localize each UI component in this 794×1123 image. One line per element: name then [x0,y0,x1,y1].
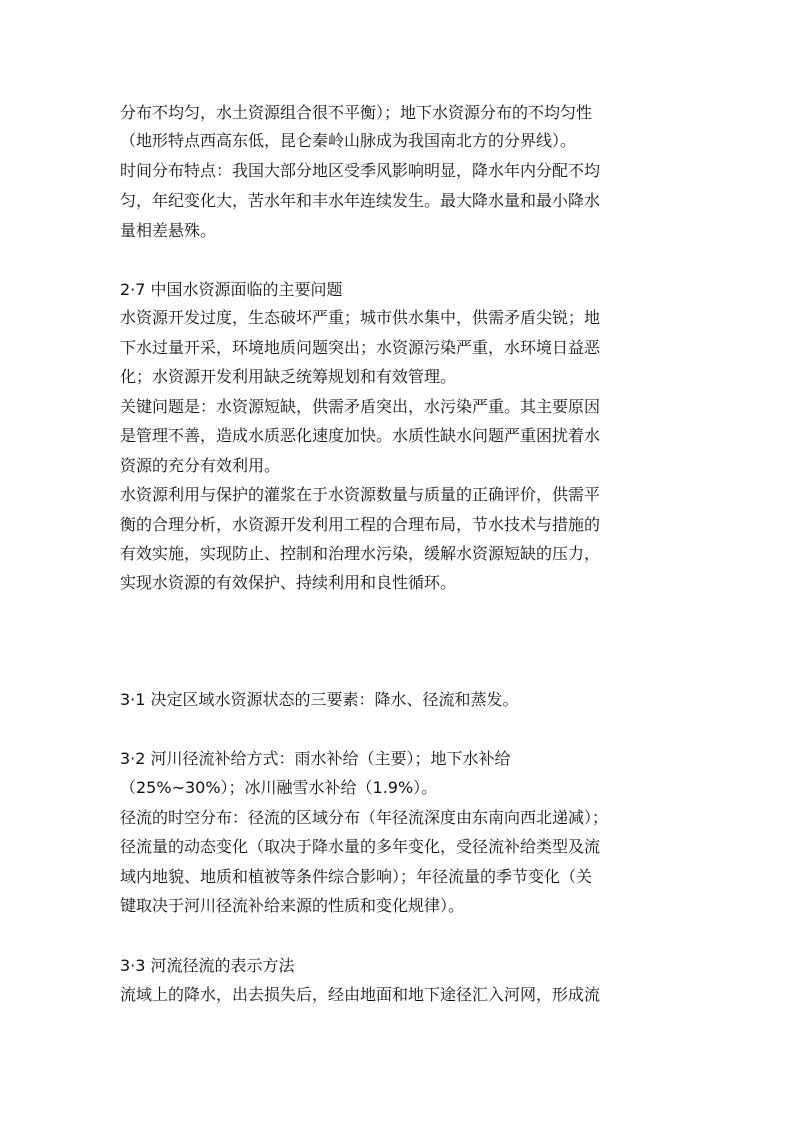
text-line: （地形特点西高东低，昆仑秦岭山脉成为我国南北方的分界线）。 [120,131,577,150]
text-line: 径流的时空分布：径流的区域分布（年径流深度由东南向西北递减）； [120,808,609,827]
section-heading-3-1: 3·1 决定区域水资源状态的三要素：降水、径流和蒸发。 [120,690,519,709]
text-line: 化；水资源开发利用缺乏统筹规划和有效管理。 [120,367,457,386]
text-line: 衡的合理分析，水资源开发利用工程的合理布局，节水技术与措施的 [120,515,601,534]
text-line: （25%~30%）；冰川融雪水补给（1.9%）。 [120,778,438,797]
text-line: 径流量的动态变化（取决于降水量的多年变化，受径流补给类型及流 [120,837,601,856]
text-line: 是管理不善，造成水质恶化速度加快。水质性缺水问题严重困扰着水 [120,426,601,445]
text-line: 有效实施，实现防止、控制和治理水污染，缓解水资源短缺的压力， [120,544,601,563]
section-heading-3-2: 3·2 河川径流补给方式：雨水补给（主要）；地下水补给 [120,749,511,768]
text-line: 实现水资源的有效保护、持续利用和良性循环。 [120,573,457,592]
text-line: 时间分布特点：我国大部分地区受季风影响明显，降水年内分配不均 [120,161,601,180]
text-line: 流域上的降水，出去损失后，经由地面和地下途径汇入河网，形成流 [120,985,601,1004]
section-heading-2-7: 2·7 中国水资源面临的主要问题 [120,280,343,299]
text-line: 关键问题是：水资源短缺，供需矛盾突出，水污染严重。其主要原因 [120,397,601,416]
section-heading-3-3: 3·3 河流径流的表示方法 [120,956,295,975]
text-line: 水资源开发过度，生态破坏严重；城市供水集中，供需矛盾尖锐；地 [120,308,601,327]
text-line: 量相差悬殊。 [120,221,217,240]
text-line: 下水过量开采，环境地质问题突出；水资源污染严重，水环境日益恶 [120,338,601,357]
text-line: 水资源利用与保护的灌浆在于水资源数量与质量的正确评价，供需平 [120,485,601,504]
text-line: 分布不均匀，水土资源组合很不平衡）；地下水资源分布的不均匀性 [120,103,593,122]
text-line: 资源的充分有效利用。 [120,456,281,475]
text-line: 匀，年纪变化大，苦水年和丰水年连续发生。最大降水量和最小降水 [120,191,601,210]
text-line: 域内地貌、地质和植被等条件综合影响）；年径流量的季节变化（关 [120,867,593,886]
text-line: 键取决于河川径流补给来源的性质和变化规律）。 [120,896,465,915]
